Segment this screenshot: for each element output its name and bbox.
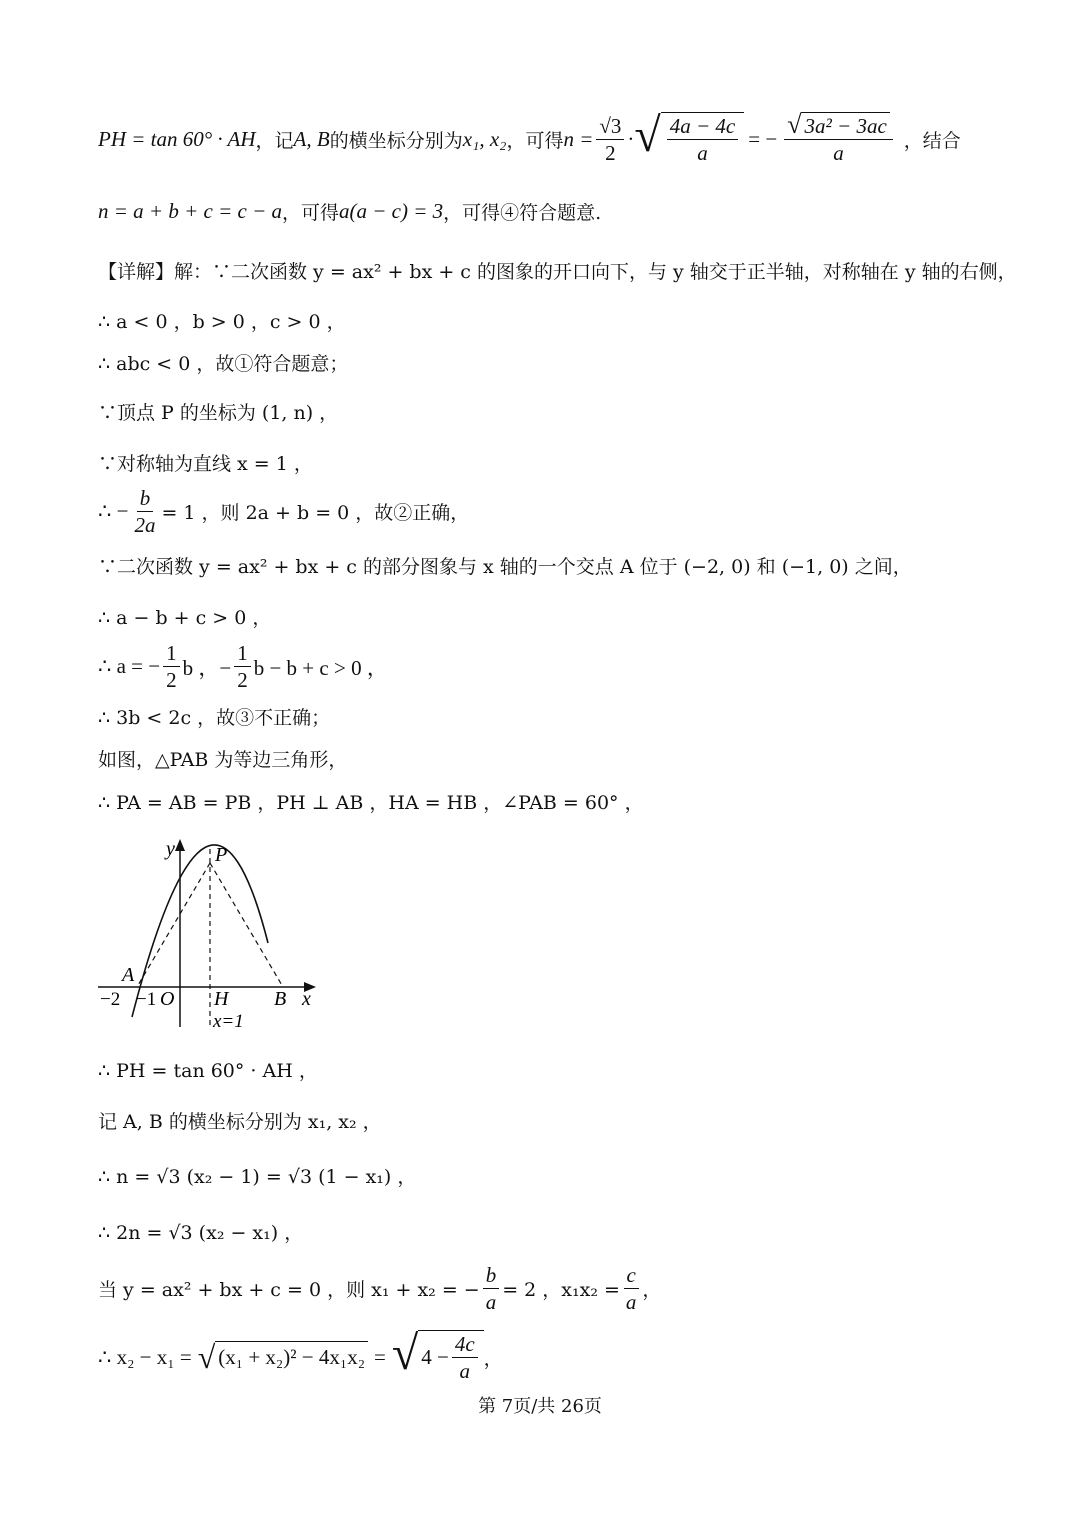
formula: b ，− — [182, 655, 232, 680]
text: ∴ PA = AB = PB ，PH ⊥ AB ，HA = HB ，∠PAB = 60° ， — [98, 792, 644, 814]
denominator: a — [697, 141, 708, 165]
formula: 4 − — [421, 1345, 449, 1369]
numerator: b — [483, 1262, 500, 1289]
text-line-11 — [98, 640, 388, 693]
text-line-18 — [98, 1218, 303, 1245]
sqrt — [634, 109, 744, 166]
formula: ∴ a = − — [98, 654, 161, 678]
text-line-6 — [98, 398, 338, 425]
text: ， — [483, 1347, 503, 1370]
fraction — [784, 112, 893, 166]
formula-ab: A, B — [293, 126, 330, 151]
radicand — [418, 1330, 483, 1384]
text-line-3 — [98, 257, 1017, 284]
text-line-1 — [98, 109, 961, 166]
text: ，可得 — [506, 129, 564, 152]
denominator: 2 — [166, 668, 177, 692]
denominator: a — [459, 1359, 470, 1383]
text-line-12 — [98, 703, 330, 730]
text: 的横坐标分别为 — [329, 129, 463, 152]
a-label: A — [122, 964, 135, 986]
parabola-figure — [90, 835, 330, 1035]
text-line-8 — [98, 485, 469, 538]
text: 记 A, B 的横坐标分别为 x₁, x₂ ， — [98, 1111, 382, 1133]
numerator: c — [624, 1262, 639, 1289]
formula-ph: PH = tan 60° · AH — [98, 126, 256, 151]
fraction — [163, 640, 180, 693]
h-label: H — [214, 988, 229, 1010]
b-label: B — [274, 988, 287, 1010]
denominator: a — [485, 1290, 497, 1314]
formula: a(a − c) = 3 — [339, 199, 444, 223]
segment-pb — [210, 863, 283, 987]
radicand — [661, 112, 745, 166]
text-line-16 — [98, 1107, 382, 1134]
denominator: 2 — [605, 140, 616, 165]
y-axis-arrow — [175, 839, 185, 851]
radicand: 3a² − 3ac — [801, 112, 889, 139]
text: ∴ 2n = √3 (x₂ − x₁) ， — [98, 1222, 304, 1244]
dot: · — [627, 126, 635, 151]
sqrt — [391, 1327, 484, 1384]
text-line-17 — [98, 1162, 416, 1189]
denominator: a — [833, 141, 844, 165]
text-line-15 — [98, 1056, 318, 1083]
equals: = — [374, 1344, 386, 1369]
page-footer: 第 7页/共 26页 — [478, 1396, 602, 1417]
denominator: 2 — [237, 668, 248, 692]
text: ∴ a < 0 ，b > 0 ，c > 0 ， — [98, 311, 346, 333]
tick-minus-1: −1 — [136, 989, 157, 1010]
text: ∴ abc < 0 ，故①符合题意； — [98, 353, 349, 375]
sqrt — [787, 112, 890, 139]
numerator: 4c — [452, 1331, 478, 1358]
text: ，结合 — [903, 129, 961, 152]
y-label: y — [166, 838, 175, 860]
text-line-9 — [98, 552, 912, 579]
p-label: P — [215, 844, 228, 866]
equals-minus: = − — [748, 126, 778, 151]
text-line-20 — [98, 1327, 503, 1384]
numerator: 1 — [163, 640, 180, 667]
text-line-10 — [98, 603, 271, 630]
text: ，记 — [255, 129, 294, 152]
text: ∵二次函数 y = ax² + bx + c 的部分图象与 x 轴的一个交点 A 位于 (−2, 0) 和 (−1, 0) 之间， — [98, 556, 912, 578]
numerator: b — [137, 485, 154, 512]
numerator: 4a − 4c — [667, 113, 739, 140]
text: 如图，△PAB 为等边三角形， — [98, 749, 348, 771]
text: ∵顶点 P 的坐标为 (1, n) ， — [98, 402, 339, 424]
tick-minus-2: −2 — [100, 989, 121, 1010]
fraction — [596, 113, 624, 166]
radical: √ — [634, 109, 661, 162]
x-label: x — [302, 988, 311, 1010]
fraction — [623, 1262, 640, 1315]
numerator: 1 — [234, 640, 251, 667]
fraction — [234, 640, 251, 693]
numerator: √3 — [596, 113, 624, 140]
text: ∴ a − b + c > 0 ， — [98, 607, 272, 629]
text-line-2 — [98, 198, 601, 225]
text: ， — [642, 1279, 662, 1301]
text: ∵对称轴为直线 x = 1 ， — [98, 453, 313, 475]
denominator: a — [625, 1290, 637, 1314]
text-line-13 — [98, 745, 347, 772]
radical: √ — [197, 1339, 216, 1375]
text-line-7 — [98, 449, 313, 476]
text: = 2 ，x₁x₂ = — [502, 1279, 620, 1301]
fraction — [131, 485, 158, 538]
formula: ∴ − — [98, 499, 129, 523]
fraction — [483, 1262, 500, 1315]
formula: ∴ x₂ − x₁ = — [98, 1344, 192, 1369]
radical: √ — [787, 110, 802, 139]
text-line-4 — [98, 307, 346, 334]
text: ，可得 — [282, 202, 340, 224]
formula: b − b + c > 0 ， — [253, 655, 388, 680]
text: 【详解】解：∵二次函数 y = ax² + bx + c 的图象的开口向下，与 y 轴交于正半轴，对称轴在 y 轴的右侧， — [98, 261, 1017, 283]
text: ∴ n = √3 (x₂ − 1) = √3 (1 − x₁) ， — [98, 1166, 417, 1188]
text-line-14 — [98, 788, 644, 815]
o-label: O — [160, 988, 175, 1010]
sqrt — [198, 1341, 368, 1373]
text-line-5 — [98, 349, 348, 376]
fraction — [452, 1331, 478, 1384]
radicand: (x₁ + x₂)² − 4x₁x₂ — [215, 1341, 368, 1373]
text: ∴ 3b < 2c ，故③不正确； — [98, 707, 331, 729]
axis-equation-label: x=1 — [213, 1011, 244, 1032]
text: 当 y = ax² + bx + c = 0 ，则 x₁ + x₂ = − — [98, 1279, 480, 1301]
segment-pa — [137, 863, 210, 987]
fraction — [667, 113, 739, 166]
formula: n = a + b + c = c − a — [98, 199, 282, 223]
text: ，可得④符合题意. — [443, 202, 602, 224]
radical: √ — [391, 1327, 419, 1380]
formula-n: n = — [563, 126, 594, 151]
formula-x1x2: x₁, x₂ — [462, 126, 507, 151]
text: = 1 ，则 2a + b = 0 ，故②正确， — [161, 502, 470, 524]
text: ∴ PH = tan 60° · AH ， — [98, 1060, 318, 1082]
text-line-19 — [98, 1262, 661, 1315]
numerator — [784, 112, 893, 140]
denominator: 2a — [134, 513, 156, 537]
